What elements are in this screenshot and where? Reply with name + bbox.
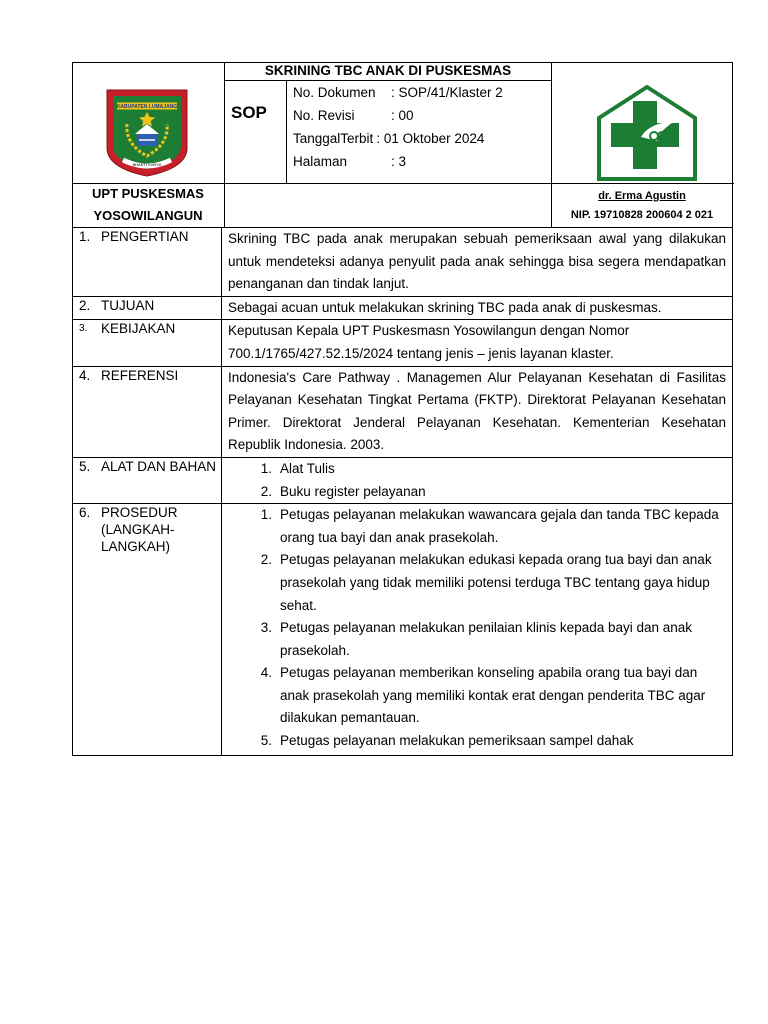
org-line-2: YOSOWILANGUN [93, 208, 203, 223]
list-item: 5. Petugas pelayanan melakukan pemeriksaan sampel dahak [260, 733, 634, 749]
signer-nip: NIP. 19710828 200604 2 021 [570, 209, 714, 221]
list-item: 1. Petugas pelayanan melakukan wawancara gejala dan tanda TBC kepada orang tua bayi dan anak prasekolah. [260, 507, 719, 545]
table-row [73, 504, 733, 756]
meta-row [293, 154, 406, 169]
signer-name: dr. Erma Agustin [598, 190, 686, 202]
meta-value: : SOP/41/Klaster 2 [391, 85, 503, 100]
table-row [73, 296, 733, 320]
section-number: 5. [79, 458, 91, 474]
meta-row [293, 85, 503, 100]
table-row [73, 457, 733, 503]
section-number: 1. [79, 229, 91, 244]
section-label-cell [73, 320, 222, 366]
meta-key: No. Dokumen [293, 85, 376, 100]
meta-value: : 00 [391, 108, 414, 123]
org-line-1: UPT PUSKESMAS [92, 186, 204, 201]
meta-row [293, 108, 414, 123]
meta-value: : 3 [391, 154, 407, 169]
logo-text-top: KABUPATEN LUMAJANG [116, 104, 178, 110]
section-number: 3. [79, 323, 88, 335]
list-item: 2. Petugas pelayanan melakukan edukasi kepada orang tua bayi dan anak prasekolah yang tidak memiliki potensi terduga TBC tentang gaya hidup sehat. [260, 552, 712, 613]
table-row [73, 320, 733, 366]
section-label-cell [73, 457, 222, 503]
meta-key: Halaman [293, 154, 348, 169]
section-label: TUJUAN [101, 297, 155, 313]
section-number: 6. [79, 505, 91, 521]
section-label: PENGERTIAN [101, 229, 189, 244]
meta-key: No. Revisi [293, 108, 355, 123]
section-label: PROSEDUR (LANGKAH-LANGKAH) [101, 505, 178, 555]
procedure-list [228, 504, 726, 753]
sop-content-table [72, 227, 733, 756]
section-list-cell [222, 457, 733, 503]
list-item: 3. Petugas pelayanan melakukan penilaian klinis kepada bayi dan anak prasekolah. [260, 620, 693, 658]
section-list-cell [222, 504, 733, 756]
table-row [73, 366, 733, 457]
section-label-cell [73, 228, 222, 297]
meta-row [293, 131, 484, 146]
table-row [73, 228, 733, 297]
section-label: REFERENSI [101, 367, 179, 383]
section-label: ALAT DAN BAHAN [101, 458, 217, 474]
logo-text-bottom: BHAKTI KARYA [132, 162, 162, 167]
section-label: KEBIJAKAN [101, 321, 176, 337]
page-title: SKRINING TBC ANAK DI PUSKESMAS [264, 63, 512, 78]
sop-document [72, 62, 733, 756]
section-text: Keputusan Kepala UPT Puskesmasn Yosowilangun dengan Nomor 700.1/1765/427.52.15/2024 tentang jenis – jenis layanan klaster. [222, 320, 733, 366]
tools-list [228, 458, 726, 503]
organization-name [73, 183, 223, 227]
document-header [72, 62, 733, 227]
list-item: 2. Buku register pelayanan [260, 483, 426, 499]
regency-logo [103, 86, 191, 178]
section-label-cell [73, 366, 222, 457]
list-item: 4. Petugas pelayanan memberikan konseling apabila orang tua bayi dan anak prasekolah yang memiliki kontak erat dengan penderita TBC agar dilakukan pemantauan. [260, 665, 706, 726]
section-label-cell [73, 504, 222, 756]
list-item: 1. Alat Tulis [260, 460, 335, 476]
section-text: Indonesia's Care Pathway . Managemen Alur Pelayanan Kesehatan di Fasilitas Pelayanan Kesehatan Tingkat Pertama (FKTP). Direktorat Pelayanan Kesehatan Primer. Direktorat Jenderal Pelayanan Kesehatan. Kementerian Kesehatan Republik Indonesia. 2003. [222, 366, 733, 457]
meta-key: TanggalTerbit [293, 131, 374, 146]
section-label-cell [73, 296, 222, 320]
section-text: Skrining TBC pada anak merupakan sebuah pemeriksaan awal yang dilakukan untuk mendeteksi adanya penyulit pada anak sehingga bisa segera mendapatkan penanganan dan tindak lanjut. [222, 228, 733, 297]
meta-value: : 01 Oktober 2024 [376, 131, 485, 146]
signature-block [551, 187, 733, 225]
sop-label: SOP [231, 103, 267, 122]
section-number: 4. [79, 367, 91, 383]
section-number: 2. [79, 297, 91, 313]
puskesmas-logo [597, 85, 697, 181]
section-text: Sebagai acuan untuk melakukan skrining TBC pada anak di puskesmas. [222, 296, 733, 320]
